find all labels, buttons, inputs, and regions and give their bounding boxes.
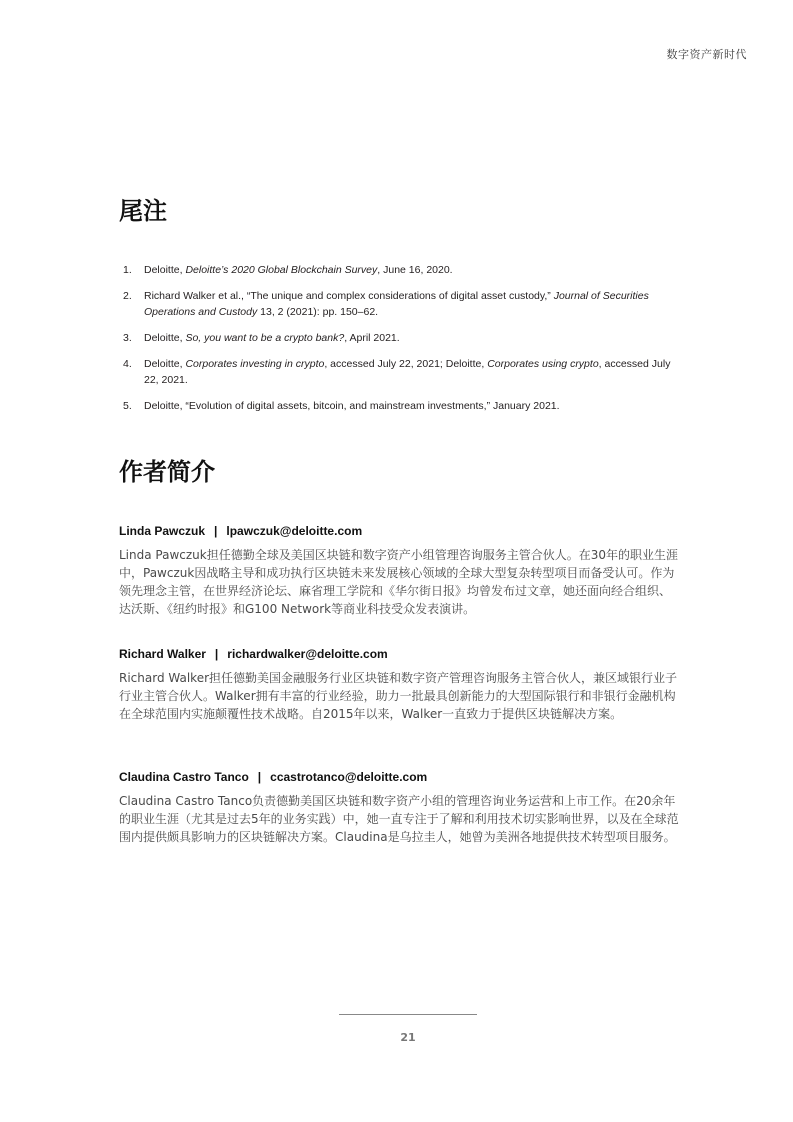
author-contact-line xyxy=(119,768,679,786)
author-bios-heading: 作者简介 xyxy=(119,458,215,486)
endnote-number: 1. xyxy=(123,264,132,276)
separator: | xyxy=(214,524,218,538)
endnotes-list xyxy=(119,262,679,424)
endnote-item xyxy=(119,288,679,320)
endnote-number: 3. xyxy=(123,332,132,344)
author-block xyxy=(119,522,679,618)
endnote-text xyxy=(144,358,670,386)
citation-title: Deloitte’s 2020 Global Blockchain Survey xyxy=(185,264,378,276)
endnote-text xyxy=(144,264,453,276)
author-bio: Linda Pawczuk担任德勤全球及美国区块链和数字资产小组管理咨询服务主管合伙人。在30年的职业生涯中，Pawczuk因战略主导和成功执行区块链未来发展核心领域的全球大型复杂转型项目而备受认可。作为领先理念主管，在世界经济论坛、麻省理工学院和《华尔街日报》均曾发布过文章，她还面向经合组织、达沃斯、《纽约时报》和G100 Network等商业科技受众发表演讲。 xyxy=(119,548,678,616)
endnote-number: 2. xyxy=(123,290,132,302)
citation-text: Deloitte, xyxy=(144,358,186,370)
citation-title: Journal of Securities Operations and Custody xyxy=(144,290,649,318)
author-email: ccastrotanco@deloitte.com xyxy=(270,770,428,784)
author-block xyxy=(119,645,679,723)
endnotes-heading: 尾注 xyxy=(119,197,167,225)
citation-text: 13, 2 (2021): pp. 150–62. xyxy=(257,306,379,318)
citation-text: , April 2021. xyxy=(344,332,400,344)
page-number: 21 xyxy=(400,1031,416,1044)
citation-text: , June 16, 2020. xyxy=(377,264,453,276)
endnote-number: 4. xyxy=(123,358,132,370)
running-header: 数字资产新时代 xyxy=(666,48,747,61)
citation-text: Deloitte, xyxy=(144,332,186,344)
author-block xyxy=(119,768,679,846)
citation-title: Corporates using crypto xyxy=(487,358,599,370)
author-bio: Claudina Castro Tanco负责德勤美国区块链和数字资产小组的管理咨询业务运营和上市工作。在20余年的职业生涯（尤其是过去5年的业务实践）中，她一直专注于了解和利用技术切实影响世界，以及在全球范围内提供颇具影响力的区块链解决方案。Claudina是乌拉圭人，她曾为美洲各地提供技术转型项目服务。 xyxy=(119,794,679,844)
endnote-text xyxy=(144,290,649,318)
endnote-item xyxy=(119,356,679,388)
endnote-item xyxy=(119,330,679,346)
author-email: lpawczuk@deloitte.com xyxy=(226,524,363,538)
author-email: richardwalker@deloitte.com xyxy=(227,647,388,661)
author-name: Linda Pawczuk xyxy=(119,524,206,538)
endnote-number: 5. xyxy=(123,400,132,412)
citation-text: Deloitte, xyxy=(144,264,186,276)
citation-text: Richard Walker et al., “The unique and complex considerations of digital asset custody,” xyxy=(144,290,554,302)
author-contact-line xyxy=(119,522,679,540)
author-bio: Richard Walker担任德勤美国金融服务行业区块链和数字资产管理咨询服务主管合伙人，兼区域银行业子行业主管合伙人。Walker拥有丰富的行业经验，助力一批最具创新能力的大型国际银行和非银行金融机构在全球范围内实施颠覆性技术战略。自2015年以来，Walker一直致力于提供区块链解决方案。 xyxy=(119,671,678,721)
author-contact-line xyxy=(119,645,679,663)
endnote-text xyxy=(144,400,560,412)
citation-text: , accessed July 22, 2021; Deloitte, xyxy=(324,358,488,370)
footer-divider xyxy=(339,1014,477,1015)
citation-title: So, you want to be a crypto bank? xyxy=(185,332,345,344)
author-name: Richard Walker xyxy=(119,647,206,661)
endnote-item xyxy=(119,398,679,414)
endnote-item xyxy=(119,262,679,278)
separator: | xyxy=(257,770,262,784)
endnote-text xyxy=(144,332,400,344)
author-name: Claudina Castro Tanco xyxy=(119,770,249,784)
citation-text: Deloitte, “Evolution of digital assets, bitcoin, and mainstream investments,” January 2021. xyxy=(144,400,560,412)
citation-text: , accessed July 22, 2021. xyxy=(144,358,671,386)
separator: | xyxy=(214,647,219,661)
citation-title: Corporates investing in crypto xyxy=(185,358,325,370)
